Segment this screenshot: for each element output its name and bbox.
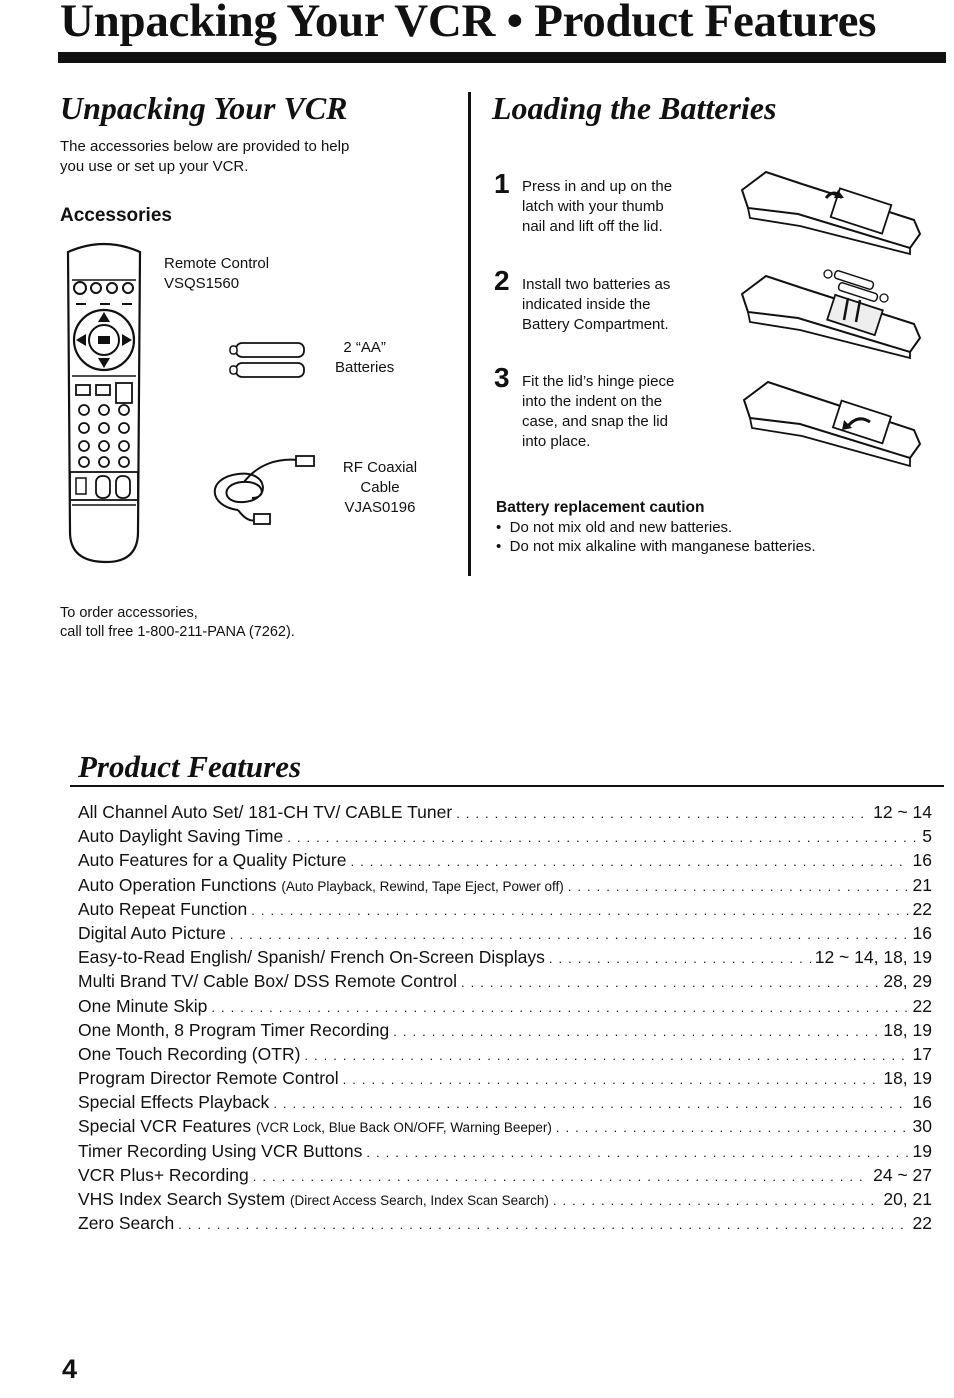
feature-name: VCR Plus+ Recording — [78, 1164, 249, 1185]
feature-label — [78, 1044, 300, 1065]
feature-row — [78, 850, 932, 874]
step-text — [522, 372, 722, 452]
feature-label — [78, 1116, 552, 1137]
step-number: 2 — [494, 265, 510, 296]
step-text — [522, 177, 722, 237]
feature-label — [78, 1020, 389, 1041]
feature-row — [78, 802, 932, 826]
batteries-title: Loading the Batteries — [492, 90, 777, 126]
batteries-illustration — [228, 340, 310, 382]
feature-row — [78, 1189, 932, 1213]
feature-pages: 24 ~ 27 — [873, 1164, 932, 1185]
bullet-icon: • — [496, 519, 502, 536]
feature-pages: 16 — [912, 1092, 932, 1113]
dot-leader — [553, 1193, 879, 1208]
step-line: indicated inside the — [522, 296, 651, 313]
feature-row — [78, 1092, 932, 1116]
feature-name: Auto Daylight Saving Time — [78, 826, 284, 847]
step-text — [522, 275, 722, 335]
dot-leader — [568, 879, 909, 894]
accessory-line: Remote Control — [164, 255, 270, 272]
remote-lid-close-illustration — [740, 378, 926, 472]
feature-name: Program Director Remote Control — [78, 1068, 339, 1089]
feature-name: One Touch Recording (OTR) — [78, 1043, 301, 1064]
feature-name: Easy-to-Read English/ Spanish/ French On-Screen Displays — [78, 947, 545, 968]
remote-batteries-insert-illustration — [738, 262, 926, 360]
feature-row — [78, 899, 932, 923]
accessory-batteries — [335, 338, 394, 378]
step-line: Fit the lid’s hinge piece — [522, 373, 675, 390]
feature-subtext: (Direct Access Search, Index Scan Search) — [290, 1193, 549, 1208]
dot-leader — [343, 1072, 880, 1087]
accessory-remote — [164, 254, 269, 294]
feature-label — [78, 1189, 549, 1210]
feature-label — [78, 947, 545, 968]
feature-row — [78, 1116, 932, 1140]
feature-subtext: (Auto Playback, Rewind, Tape Eject, Power off) — [281, 878, 564, 894]
feature-row — [78, 947, 932, 971]
dot-leader — [366, 1145, 908, 1160]
feature-row — [78, 1165, 932, 1189]
dot-leader — [230, 927, 909, 942]
bullet-icon: • — [496, 538, 502, 555]
step-line: Press in and up on the — [522, 178, 673, 195]
feature-name: Auto Operation Functions — [78, 874, 277, 895]
feature-name: Digital Auto Picture — [78, 922, 226, 943]
dot-leader — [273, 1096, 908, 1111]
step-line: Install two batteries as — [522, 276, 671, 293]
title-rule — [58, 52, 946, 63]
remote-lid-open-illustration — [738, 168, 926, 256]
feature-pages: 21 — [912, 874, 932, 895]
order-line: call toll free 1-800-211-PANA (7262). — [60, 624, 295, 640]
feature-label — [78, 1213, 174, 1234]
unpacking-intro — [60, 137, 349, 177]
step-line: nail and lift off the lid. — [522, 218, 663, 235]
caution-item — [496, 537, 816, 556]
feature-label — [78, 850, 346, 871]
feature-name: VHS Index Search System — [78, 1189, 286, 1209]
feature-pages: 17 — [912, 1043, 932, 1064]
step-line: case, and snap the lid — [522, 413, 668, 430]
remote-control-illustration — [58, 240, 150, 570]
accessory-line: Batteries — [335, 359, 395, 376]
dot-leader — [304, 1048, 908, 1063]
feature-pages: 30 — [912, 1116, 932, 1137]
features-title: Product Features — [78, 749, 302, 784]
dot-leader — [350, 854, 908, 869]
feature-row — [78, 1044, 932, 1068]
feature-pages: 16 — [912, 850, 932, 871]
feature-row — [78, 996, 932, 1020]
feature-name: Auto Features for a Quality Picture — [78, 850, 347, 871]
feature-label — [78, 1092, 269, 1113]
caution-heading: Battery replacement caution — [496, 499, 705, 516]
step-line: into the indent on the — [522, 393, 663, 410]
feature-label — [78, 875, 564, 896]
accessory-line: VJAS0196 — [344, 499, 416, 516]
dot-leader — [461, 975, 879, 990]
accessory-cable — [332, 458, 428, 518]
feature-row — [78, 1213, 932, 1237]
dot-leader — [251, 903, 908, 918]
feature-pages: 18, 19 — [883, 1019, 932, 1040]
feature-name: Special Effects Playback — [78, 1092, 270, 1113]
feature-subtext: (VCR Lock, Blue Back ON/OFF, Warning Beeper) — [256, 1120, 552, 1136]
step-number: 3 — [494, 362, 510, 393]
feature-name: Multi Brand TV/ Cable Box/ DSS Remote Control — [78, 971, 458, 992]
feature-label — [78, 996, 207, 1017]
feature-row — [78, 1068, 932, 1092]
unpacking-title: Unpacking Your VCR — [60, 90, 348, 126]
feature-label — [78, 1068, 339, 1089]
column-divider — [468, 92, 471, 576]
feature-label — [78, 971, 457, 992]
dot-leader — [287, 830, 918, 845]
feature-pages: 18, 19 — [883, 1068, 932, 1089]
dot-leader — [456, 806, 869, 821]
feature-row — [78, 1141, 932, 1165]
feature-label — [78, 1165, 249, 1186]
feature-pages: 12 ~ 14, 18, 19 — [814, 947, 932, 968]
caution-item — [496, 518, 816, 537]
dot-leader — [178, 1217, 908, 1232]
feature-pages: 22 — [912, 898, 932, 919]
feature-pages: 22 — [912, 1213, 932, 1234]
rf-cable-illustration — [198, 448, 328, 530]
intro-line: you use or set up your VCR. — [60, 158, 249, 175]
feature-name: Auto Repeat Function — [78, 898, 248, 919]
feature-pages: 19 — [912, 1140, 932, 1161]
feature-pages: 5 — [922, 826, 932, 847]
feature-label — [78, 1141, 362, 1162]
features-rule — [70, 785, 944, 787]
feature-label — [78, 802, 452, 823]
caution-text: Do not mix alkaline with manganese batteries. — [509, 538, 816, 555]
feature-row — [78, 826, 932, 850]
feature-pages: 16 — [912, 922, 932, 943]
order-line: To order accessories, — [60, 605, 198, 621]
feature-name: One Minute Skip — [78, 995, 208, 1016]
dot-leader — [211, 1000, 908, 1015]
feature-pages: 28, 29 — [883, 971, 932, 992]
feature-pages: 12 ~ 14 — [873, 802, 932, 822]
caution-text: Do not mix old and new batteries. — [509, 519, 733, 536]
dot-leader — [253, 1169, 869, 1184]
feature-row — [78, 1020, 932, 1044]
accessory-line: VSQS1560 — [164, 275, 240, 292]
caution-list — [496, 518, 816, 556]
dot-leader — [393, 1024, 879, 1039]
accessories-heading: Accessories — [60, 205, 172, 226]
step-number: 1 — [494, 168, 510, 199]
feature-pages: 20, 21 — [883, 1189, 932, 1209]
feature-row — [78, 875, 932, 899]
features-list — [78, 802, 932, 1237]
dot-leader — [556, 1120, 909, 1135]
feature-name: Zero Search — [78, 1213, 175, 1234]
feature-name: Timer Recording Using VCR Buttons — [78, 1140, 363, 1161]
intro-line: The accessories below are provided to help — [60, 138, 350, 155]
step-line: Battery Compartment. — [522, 316, 669, 333]
feature-row — [78, 971, 932, 995]
feature-label — [78, 826, 283, 847]
accessory-line: RF Coaxial — [342, 459, 418, 476]
page-number: 4 — [62, 1354, 78, 1384]
accessory-line: 2 “AA” — [343, 339, 386, 356]
step-line: latch with your thumb — [522, 198, 664, 215]
accessory-line: Cable — [360, 479, 400, 496]
feature-row — [78, 923, 932, 947]
feature-name: Special VCR Features — [78, 1116, 252, 1137]
order-note — [60, 604, 295, 642]
feature-name: One Month, 8 Program Timer Recording — [78, 1019, 390, 1040]
page-title: Unpacking Your VCR • Product Features — [60, 0, 877, 47]
feature-label — [78, 899, 247, 920]
dot-leader — [549, 951, 811, 966]
step-line: into place. — [522, 433, 591, 450]
feature-label — [78, 923, 226, 944]
feature-pages: 22 — [912, 995, 932, 1016]
feature-name: All Channel Auto Set/ 181-CH TV/ CABLE Tuner — [78, 802, 453, 822]
